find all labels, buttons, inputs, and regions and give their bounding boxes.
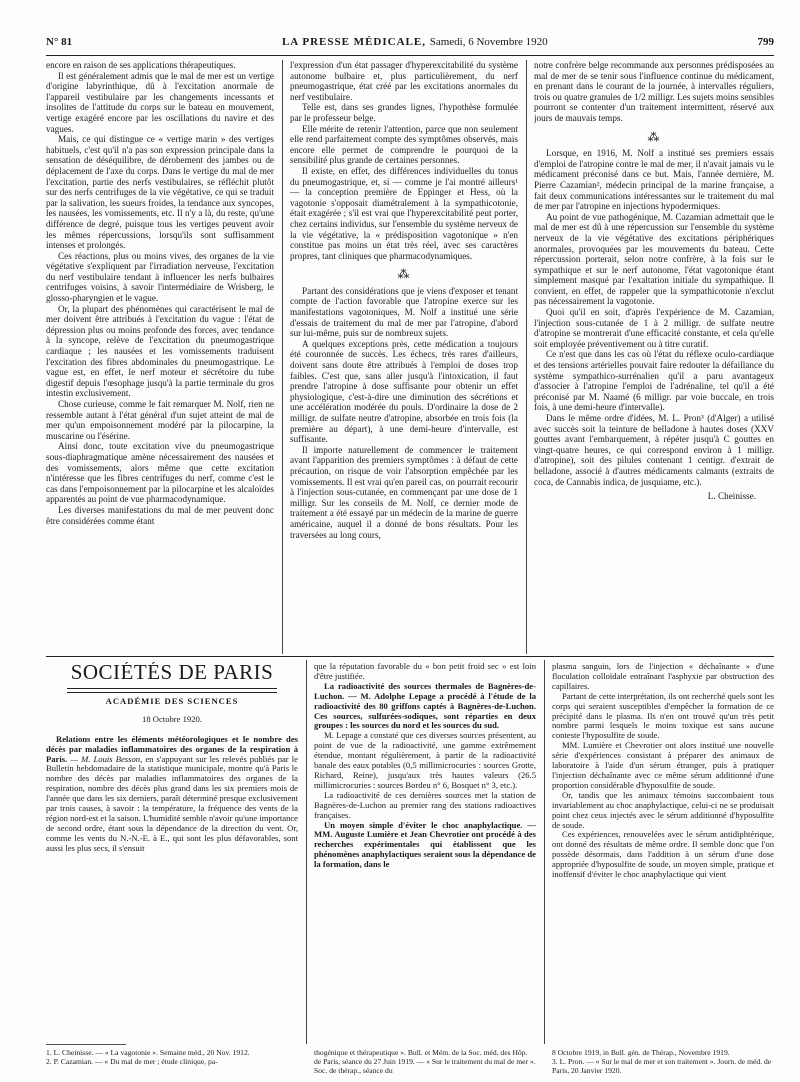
paragraph: La radioactivité des sources thermales de Bagnères-de-Luchon. — M. Adolphe Lepage a procédé à l'étude de la radioactivité des 80 griffons captés à Bagnères-de-Luchon. Ces sources, sulfurées-sodiques, sont réparties en deux groupes : les sources du nord et les sources du sud. (314, 680, 536, 731)
paragraph: Mais, ce qui distingue ce « vertige marin » des vertiges habituels, c'est qu'il n'a pas son expression principale dans la sensation de déséquilibre, de dérobement des jambes ou de déplacement de l'axe du corps. Dans le vertige du mal de mer l'excitation, partie des nerfs vestibulaires, se réfléchit plutôt sur des nerfs centrifuges de la vie végétative, ce qui se traduit par la salivation, les sueurs froides, la tendance aux syncopes, les nausées, les vomissements, etc. Il n'y a là, du reste, qu'une différence de degré, puisque tous les vertiges peuvent avoir les mêmes répercussions, lorsqu'ils sont suffisamment intenses et prolongés. (46, 134, 274, 251)
section-rule (46, 656, 774, 657)
paragraph: Au point de vue pathogénique, M. Cazamian admettait que le mal de mer est dû à une répercussion sur l'ensemble du système nerveux de la vie végétative des excitations périphériques anormales, provoquées par les mouvements du bateau. Cette répercussion porterait, selon notre confrère, à la fois sur le sympathique et sur le nerf autonome, l'état vagotonique étant simplement masqué par l'exaltation initiale du sympathique. Il convient, en effet, de rappeler que la sympathicotonie n'exclut pas nécessairement la vagotonie. (534, 211, 774, 307)
paragraph: Or, tandis que les animaux témoins succombaient tous invariablement au choc anaphylactique, celui-ci ne se produisait point chez ceux injectés avec le sérum additionné d'hyposulfite de soude. (552, 789, 774, 830)
paragraph: Un moyen simple d'éviter le choc anaphylactique. — MM. Auguste Lumière et Jean Chevrotier ont procédé à des recherches expérimentales qui établissent que les phénomènes anaphylactiques seraient sous la dépendance de la formation, dans le (314, 819, 536, 870)
journal-name: LA PRESSE MÉDICALE, (281, 36, 426, 48)
paragraph: A quelques exceptions près, cette médication a toujours été couronnée de succès. Les échecs, très rares d'ailleurs, doivent sans doute être attribués à l'emploi de doses trop faibles. C'est que, sans aller jusqu'à l'intoxication, il faut prendre l'atropine à dose suffisante pour obtenir un effet physiologique, c'est-à-dire une diminution des sécrétions et une accélération modérée du pouls. D'ordinaire la dose de 2 milligr. de sulfate neutre d'atropine, absorbée en trois fois (la première au départ), à une demi-heure d'intervalle, est suffisante. (290, 338, 518, 445)
column-divider (526, 60, 527, 654)
footnote: 3. L. Pron. — « Sur le mal de mer et son traitement ». Journ. de méd. de Paris, 20 Janvier 1920. (552, 1057, 772, 1075)
paragraph: Ainsi donc, toute excitation vive du pneumogastrique sous-diaphragmatique amène nécessairement des nausées et des vomissements, alors même que cette excitation n'intéresse que les fibres centrifuges du nerf, comme c'est le cas dans l'empoisonnement par la pilocarpine et les alcaloïdes apparentés au point de vue pharmacodynamique. (46, 441, 274, 505)
paragraph: M. Lepage a constaté que ces diverses sources présentent, au point de vue de la radioactivité, une gamme extrêmement étendue, montant régulièrement, à partir de la radioactivité banale des eaux potables (0,5 millimicrocuries : sources Grotte, Richard, Reine), jusqu'aux très hautes valeurs (26.5 millimicrocuries : sources Bordeu n° 6, Bosquet n° 3, etc.). (314, 730, 536, 790)
heading-rule-thin (67, 692, 277, 693)
section-heading: SOCIÉTÉS DE PARIS (70, 662, 274, 684)
paragraph: Dans le même ordre d'idées, M. L. Pron³ (d'Alger) a utilisé avec succès soit la teinture de belladone à hautes doses (XXV gouttes avant l'embarquement, à répéter jusqu'à C gouttes en vingt-quatre heures, ce qui correspond environ à 1 milligr. d'atropine), soit des pilules contenant 1 centigr. d'extrait de belladone, associé à d'autres médicaments calmants (extraits de coca, de Cannabis indica, de jusquiame, etc.). (534, 413, 774, 487)
header-rule (46, 55, 774, 56)
paragraph: Ces expériences, renouvelées avec le sérum antidiphtérique, ont donné des résultats de même ordre. Il semble donc que l'on possède désormais, dans l'addition à un sérum d'une dose appropriée d'hyposulfite de soude, un moyen simple, pratique et inoffensif d'éviter le choc anaphylactique qui vient (552, 829, 774, 880)
running-header (46, 36, 774, 52)
footnote-rule (46, 1044, 126, 1045)
footnotes-right (552, 1048, 774, 1075)
heading-rule (67, 688, 277, 689)
communication-text: en s'appuyant sur les relevés publiés par le Bulletin hebdomadaire de la statistique municipale, montre qu'à Paris le nombre des décès par maladies inflammatoires des organes de la respiration, nombre des décès plus grand dans les six premiers mois de l'année que dans les six derniers, paraît déterminé presque exclusivement par trois causes, à savoir : la température, la fréquence des vents de la région nord-est et la saison. L'humidité semble n'avoir qu'une importance de second ordre, étant sous la dépendance de la direction du vent. Or, comme les vents du N.-N.-E. à E., qui sont les plus défavorables, sont aussi les plus secs, il s'ensuit (46, 753, 298, 853)
column-mid (314, 662, 536, 1042)
section-ornament: ⁂ (647, 129, 661, 144)
section-ornament: ⁂ (397, 267, 411, 282)
issue-date: Samedi, 6 Novembre 1920 (429, 36, 548, 48)
paragraph: La radioactivité de ces dernières sources met la station de Bagnères-de-Luchon au premier rang des stations radioactives françaises. (314, 789, 536, 820)
paragraph: Il existe, en effet, des différences individuelles du tonus du pneumogastrique, et, si — comme je l'ai montré ailleurs¹ — la conception première de Eppinger et Hess, où la vagotonie s'opposait diamétralement à la sympathicotonie, était exagérée ; s'il est vrai que l'hyperexcitabilité peut porter, chez certains individus, sur l'ensemble du système nerveux de la vie végétative, la « prédisposition vagotonique » n'en constitue pas moins un état très réel, avec ses caractères propres, tant cliniques que pharmacodynamiques. (290, 165, 518, 261)
paragraph: Il est généralement admis que le mal de mer est un vertige d'origine labyrinthique, dû à l'excitation anormale de l'appareil vestibulaire par les changements incessants et insolites de l'attitude du corps sur le bateau en mouvement, vertige exagéré encore par les oscillations du navire et des vagues. (46, 70, 274, 134)
page-number: 799 (757, 36, 774, 48)
paragraph: Telle est, dans ses grandes lignes, l'hypothèse formulée par le professeur belge. (290, 102, 518, 123)
paragraph: encore en raison de ses applications thérapeutiques. (46, 60, 236, 70)
paragraph: Lorsque, en 1916, M. Nolf a institué ses premiers essais d'emploi de l'atropine contre le mal de mer, il n'avait jamais vu le médicament préconisé dans ce but. Mais, l'année dernière, M. Pierre Cazamian², médecin principal de la marine française, a fait deux communications intéressantes sur le traitement du mal de mer par l'atropine en injections hypodermiques. (534, 148, 774, 212)
paragraph: Partant des considérations que je viens d'exposer et tenant compte de l'action favorable que l'atropine exerce sur les manifestations vagotoniques, M. Nolf a institué une série d'essais de traitement du mal de mer par l'atropine, d'abord sur lui-même, puis sur de nombreux sujets. (290, 285, 518, 339)
paragraph: notre confrère belge recommande aux personnes prédisposées au mal de mer de se tenir sous l'influence continue du médicament, en prenant dans le courant de la journée, à intervalles réguliers, trois ou quatre granules de 1/2 milligr. Les sujets moins sensibles pourront se contenter d'un traitement intermittent, réservé aux jours de mauvais temps. (534, 60, 774, 123)
footnote: 8 Octobre 1919, in Bull. gén. de Thérap., Novembre 1919. (552, 1048, 730, 1057)
paragraph: Ces réactions, plus ou moins vives, des organes de la vie végétative s'expliquent par l'irradiation nerveuse, l'excitation du nerf vestibulaire tendant à influencer les nerfs bulbaires centrifuges voisins, à savoir l'intermédiaire de Wrisberg, le glosso-pharyngien et le vague. (46, 250, 274, 304)
footnotes-mid (314, 1048, 536, 1075)
footnote: 2. P. Cazamian. — « Du mal de mer ; étude clinique, pa- (46, 1057, 218, 1066)
footnote: 1. L. Cheinisse. — « La vagotonie ». Semaine méd., 20 Nov. 1912. (46, 1048, 250, 1057)
paragraph: Il importe naturellement de commencer le traitement avant l'apparition des premiers symptômes : à défaut de cette précaution, on risque de voir l'absorption empêchée par les vomissements. Il est vrai qu'en pareil cas, on pourrait recourir à l'injection sous-cutanée, en commençant par une dose de 1 milligr. Sur les conseils de M. Nolf, ce dernier mode de traitement a été essayé par un médecin de la marine de guerre américaine, auquel il a donné de bons résultats. Pour les traversées au long cours, (290, 444, 518, 540)
academy-heading: ACADÉMIE DES SCIENCES (105, 695, 239, 706)
societes-section (46, 662, 298, 1042)
session-date: 18 Octobre 1920. (142, 713, 202, 724)
paragraph: l'expression d'un état passager d'hyperexcitabilité du système autonome bulbaire et, plus particulièrement, du nerf pneumogastrique, état créé par les excitations anormales du nerf vestibulaire. (290, 60, 518, 102)
column-1 (46, 60, 274, 654)
paragraph: que la réputation favorable du « bon petit froid sec » est loin d'être justifiée. (314, 662, 536, 681)
paragraph: Les diverses manifestations du mal de mer peuvent donc être considérées comme étant (46, 504, 274, 526)
paragraph: Quoi qu'il en soit, d'après l'expérience de M. Cazamian, l'injection sous-cutanée de 1 à 2 milligr. de sulfate neutre d'atropine se montrerait d'une efficacité constante, et cela qu'elle soit employée préventivement ou à titre curatif. (534, 307, 774, 349)
author-signature: L. Cheinisse. (707, 491, 756, 502)
paragraph: plasma sanguin, lors de l'injection « déchaînante » d'une floculation colloïdale entraînant l'asphyxie par obstruction des capillaires. (552, 662, 774, 691)
communication-author: — M. Louis Besson, (70, 753, 143, 764)
column-3 (534, 60, 774, 654)
column-2 (290, 60, 518, 654)
footnotes-left (46, 1048, 302, 1066)
paragraph: Elle mérite de retenir l'attention, parce que non seulement elle rend parfaitement compte des symptômes observés, mais encore elle permet de comprendre le pourquoi de la sensibilité plus grande de certaines personnes. (290, 123, 518, 166)
column-divider (282, 60, 283, 654)
paragraph: MM. Lumière et Chevrotier ont alors institué une nouvelle série d'expériences consistant à préparer des animaux de laboratoire à l'aide d'un sérum étranger, puis à pratiquer l'injection déchaînante avec ce même sérum additionné d'une proportion considérable d'hyposulfite de soude. (552, 740, 774, 790)
paragraph: Chose curieuse, comme le fait remarquer M. Nolf, rien ne ressemble autant à l'état général d'un sujet atteint de mal de mer qu'un empoisonnement modéré par la pilocarpine, la muscarine ou l'ésérine. (46, 399, 274, 441)
journal-title (282, 36, 548, 48)
paragraph: Ce n'est que dans les cas où l'état du réflexe oculo-cardiaque et des tensions artérielles pouvait faire redouter la défaillance du système sympathico-surrénalien qu'il a paru avantageux d'associer à l'atropine l'emploi de l'adrénaline, tel qu'il a été préconisé par M. Naamé (6 milligr. par voie buccale, en trois fois, à une demi-heure d'intervalle). (534, 349, 774, 413)
paragraph: Or, la plupart des phénomènes qui caractérisent le mal de mer doivent être attribués à l'excitation du vague : l'état de dépression plus ou moins profonde des forces, avec tendance à la syncope, relève de l'excitation du pneumogastrique cardiaque ; les nausées et les vomissements traduisent l'excitation des fibres abdominales du pneumogastrique. Le vague est, en effet, le nerf moteur et sécrétoire du tube digestif depuis l'œsophage jusqu'à la partie terminale du gros intestin exclusivement. (46, 303, 274, 399)
column-right (552, 662, 774, 1042)
communication-title: Relations entre les éléments météorologiques et le nombre des décès par maladies inflammatoires des organes de la respiration à Paris. (46, 733, 298, 764)
column-divider (544, 660, 545, 1044)
communication-paragraph (46, 735, 298, 854)
paragraph: Partant de cette interprétation, ils ont recherché quels sont les corps qui seraient susceptibles d'empêcher la formation de ce précipité dans le plasma. Ils n'en ont trouvé qu'un très petit nombre parmi lesquels le moins toxique est sans aucune conteste l'hyposulfite de soude. (552, 690, 774, 741)
issue-number: N° 81 (46, 36, 73, 48)
column-divider (306, 660, 307, 1044)
footnote: thogénique et thérapeutique ». Bull. et Mém. de la Soc. méd. des Hôp. de Paris, séance du 27 Juin 1919. — « Sur le traitement du mal de mer ». Soc. de thérap., séance du (314, 1048, 536, 1075)
